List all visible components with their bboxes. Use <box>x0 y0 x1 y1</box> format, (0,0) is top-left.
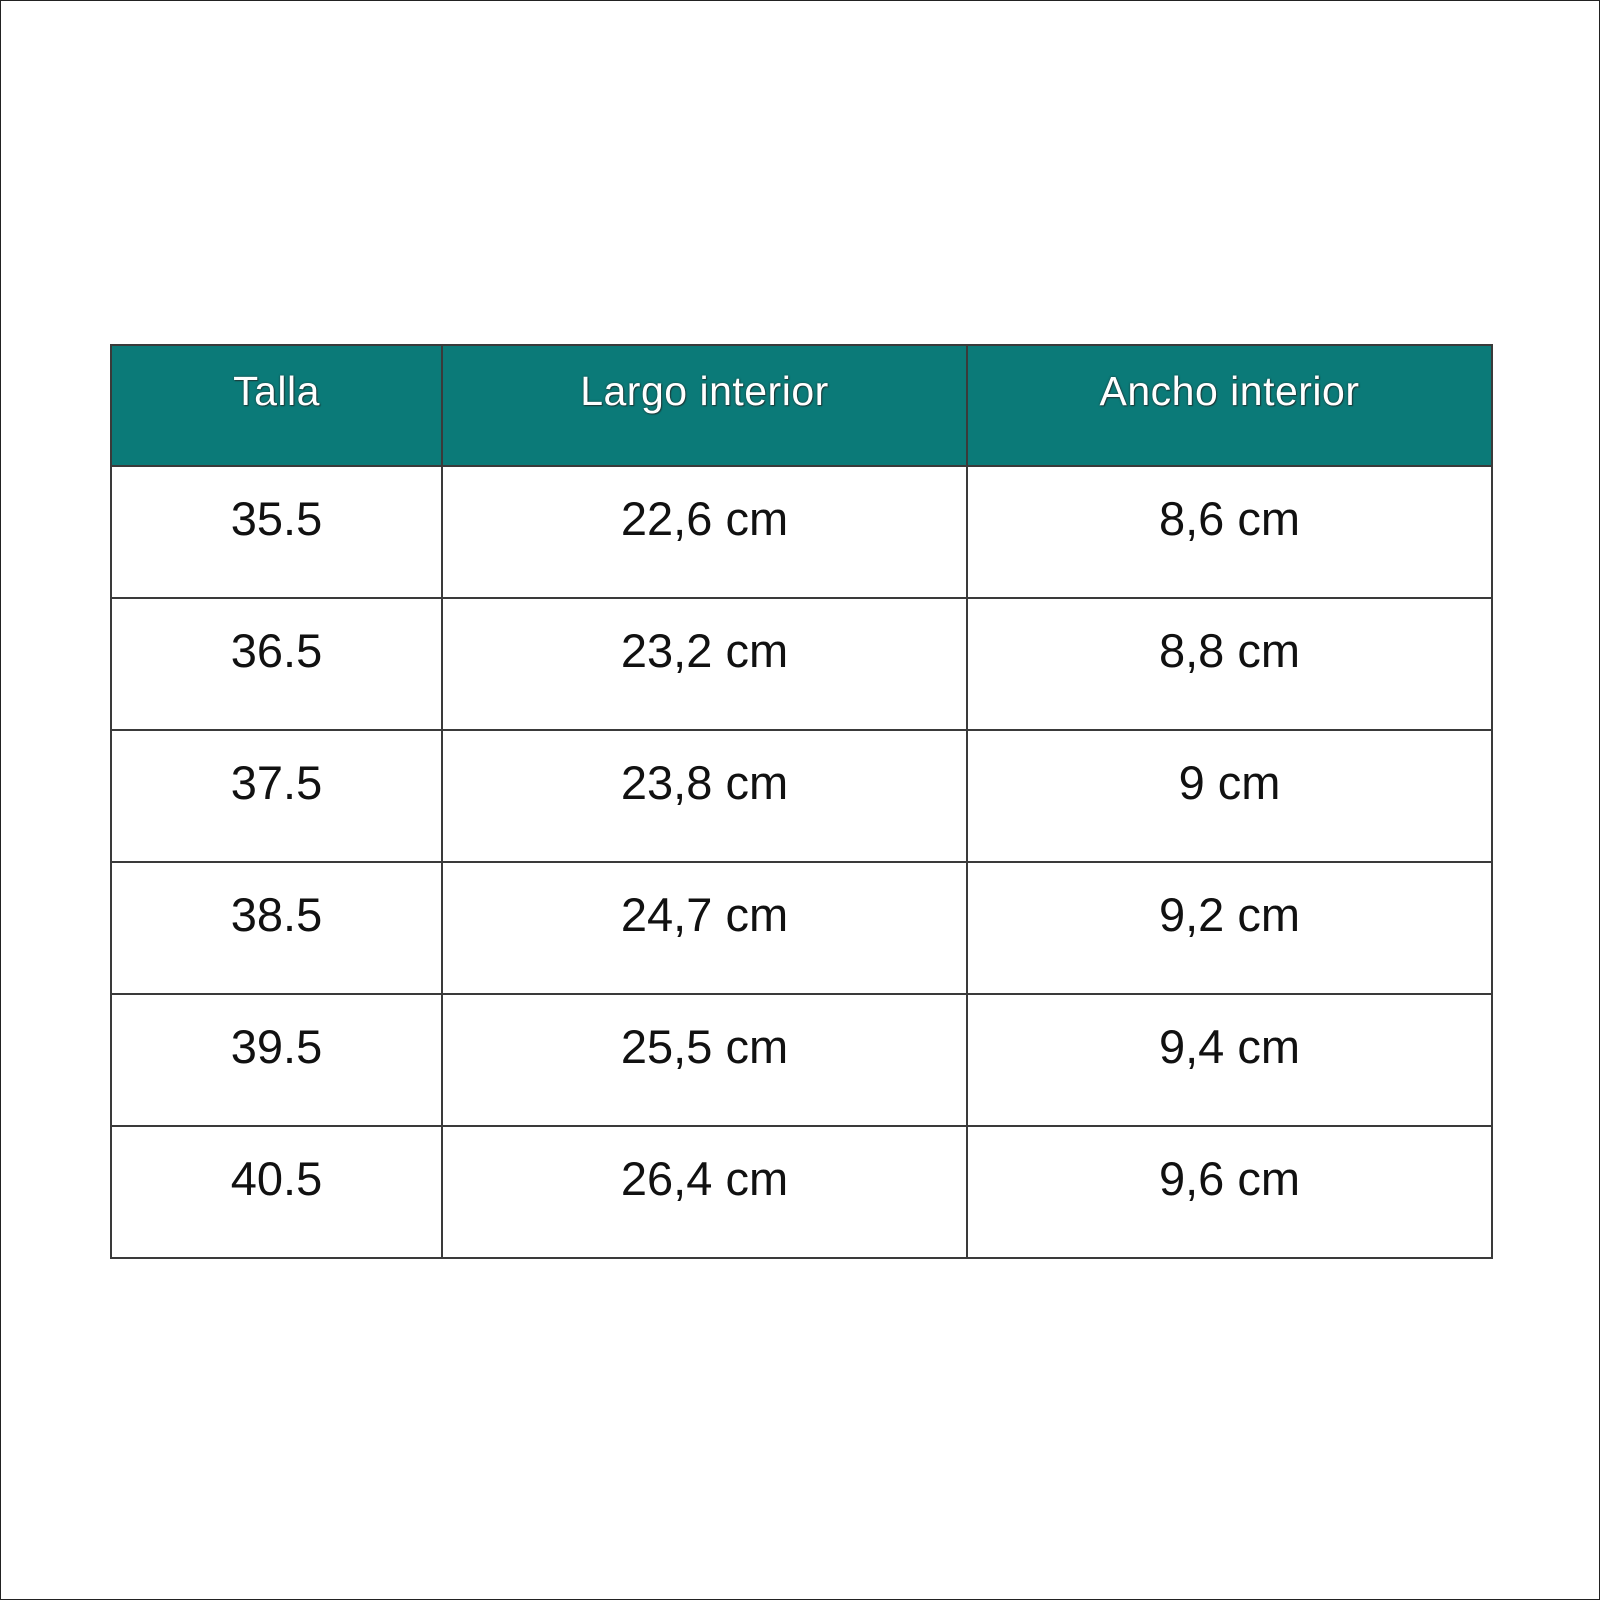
cell-largo-interior: 24,7 cm <box>442 862 967 994</box>
header-largo-interior: Largo interior <box>442 345 967 466</box>
cell-largo-interior: 23,8 cm <box>442 730 967 862</box>
table-row <box>111 862 1492 994</box>
cell-largo-interior: 25,5 cm <box>442 994 967 1126</box>
cell-ancho-interior: 8,6 cm <box>967 466 1492 598</box>
table-row <box>111 466 1492 598</box>
size-table <box>110 344 1493 1259</box>
cell-ancho-interior: 9 cm <box>967 730 1492 862</box>
cell-ancho-interior: 9,6 cm <box>967 1126 1492 1258</box>
cell-talla: 37.5 <box>111 730 442 862</box>
cell-talla: 36.5 <box>111 598 442 730</box>
cell-talla: 40.5 <box>111 1126 442 1258</box>
table-row <box>111 1126 1492 1258</box>
table-header-row <box>111 345 1492 466</box>
cell-largo-interior: 23,2 cm <box>442 598 967 730</box>
cell-ancho-interior: 9,2 cm <box>967 862 1492 994</box>
table-row <box>111 730 1492 862</box>
cell-talla: 38.5 <box>111 862 442 994</box>
table-row <box>111 598 1492 730</box>
cell-talla: 35.5 <box>111 466 442 598</box>
cell-ancho-interior: 9,4 cm <box>967 994 1492 1126</box>
cell-largo-interior: 26,4 cm <box>442 1126 967 1258</box>
cell-largo-interior: 22,6 cm <box>442 466 967 598</box>
header-ancho-interior: Ancho interior <box>967 345 1492 466</box>
header-talla: Talla <box>111 345 442 466</box>
cell-ancho-interior: 8,8 cm <box>967 598 1492 730</box>
table-row <box>111 994 1492 1126</box>
cell-talla: 39.5 <box>111 994 442 1126</box>
